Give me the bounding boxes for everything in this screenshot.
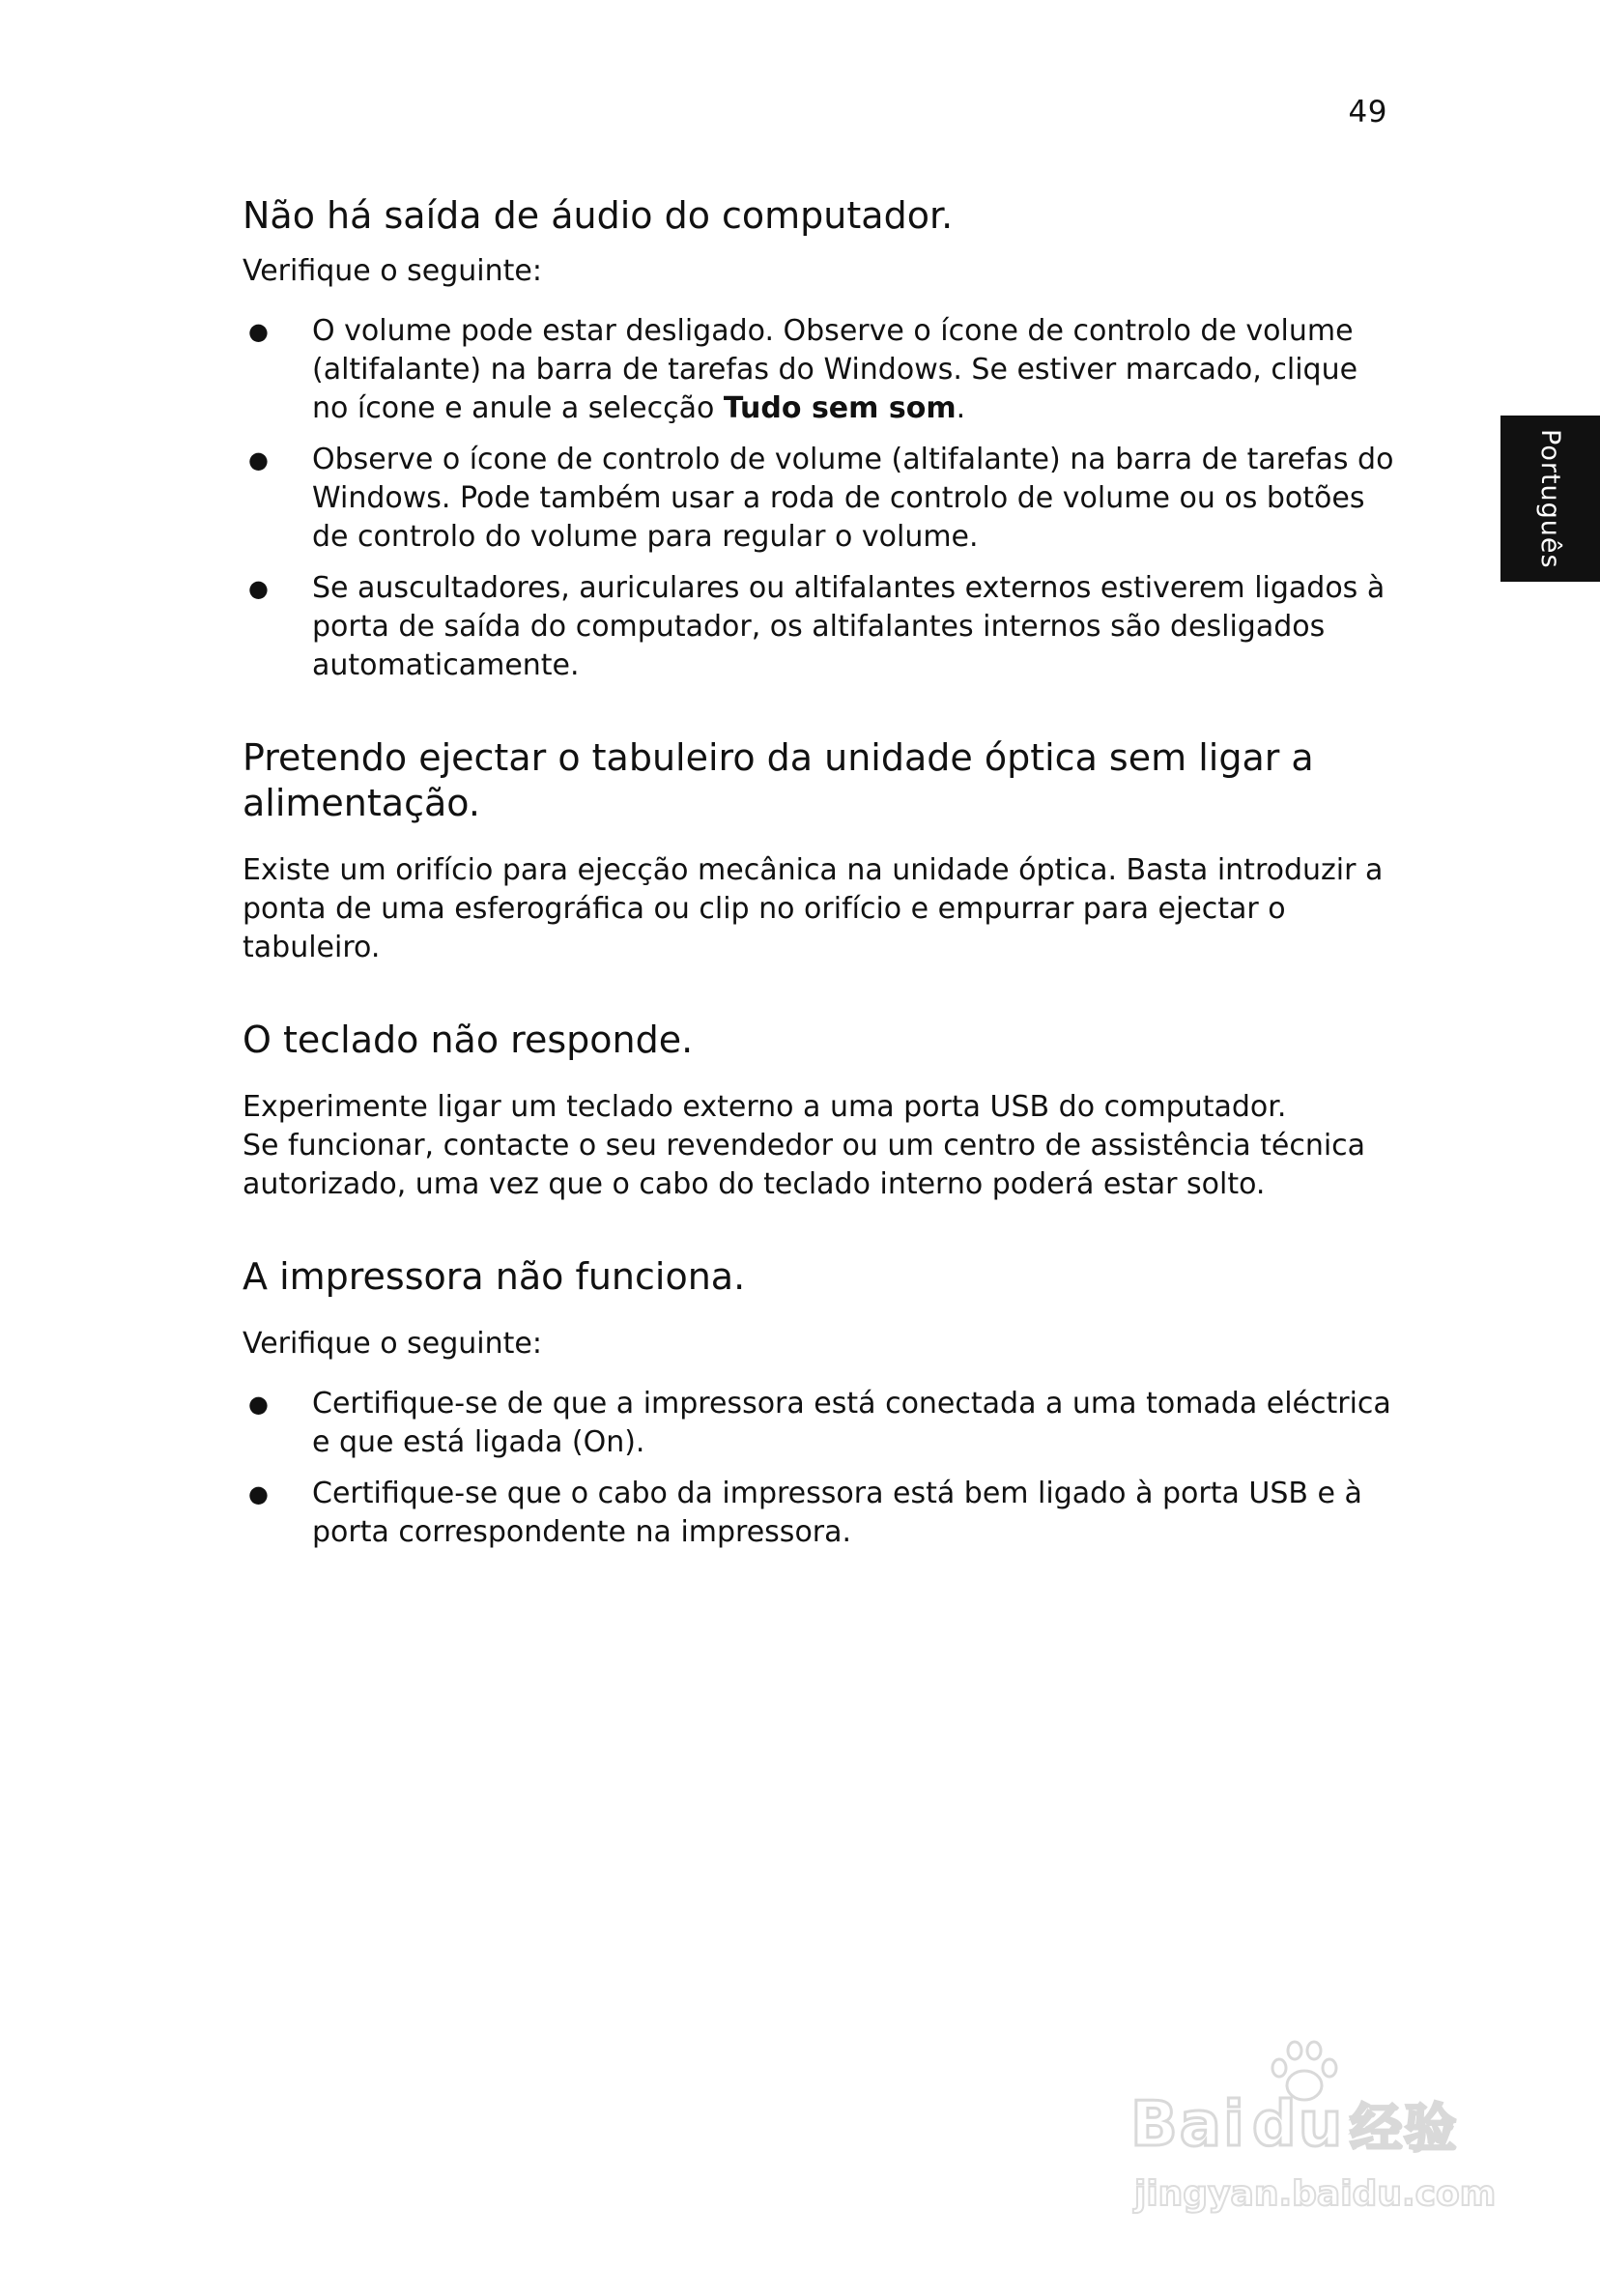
list-item xyxy=(243,569,1398,685)
watermark-logo xyxy=(1130,2087,1458,2162)
list-item-text: Certifique-se que o cabo da impressora está bem ligado à porta USB e à porta correspondente na impressora. xyxy=(312,1477,1362,1549)
language-tab xyxy=(1500,416,1600,582)
bullet-icon: ● xyxy=(248,1480,269,1507)
list-item-text-end: . xyxy=(956,391,966,425)
list-item-text: Certifique-se de que a impressora está conectada a uma tomada eléctrica e que está ligada (On). xyxy=(312,1387,1391,1459)
list-item xyxy=(243,312,1398,428)
bullet-icon: ● xyxy=(248,575,269,602)
watermark-chinese: 经验 xyxy=(1350,2098,1459,2159)
list-item xyxy=(243,1385,1398,1462)
section-eject-tray xyxy=(243,735,1398,967)
section-no-audio xyxy=(243,193,1398,685)
watermark-url: jingyan.baidu.com xyxy=(1134,2174,1497,2214)
bullet-icon: ● xyxy=(248,1391,269,1418)
list-item xyxy=(243,441,1398,557)
section-body-line: Experimente ligar um teclado externo a uma porta USB do computador. xyxy=(243,1090,1287,1124)
bullet-list xyxy=(243,1385,1398,1552)
section-heading: A impressora não funciona. xyxy=(243,1255,746,1298)
list-item-text: Observe o ícone de controlo de volume (altifalante) na barra de tarefas do Windows. Pode também usar a roda de controlo de volume ou os botões de controlo do volume para regular o volume. xyxy=(312,443,1394,554)
language-tab-label: Português xyxy=(1535,428,1565,569)
list-item-text: O volume pode estar desligado. Observe o ícone de controlo de volume (altifalante) na barra de tarefas do Windows. Se estiver marcado, clique no ícone e anule a selecção xyxy=(312,314,1358,425)
page-number: 49 xyxy=(1348,95,1387,129)
section-body-line: Se funcionar, contacte o seu revendedor ou um centro de assistência técnica autorizado, uma vez que o cabo do teclado interno poderá estar solto. xyxy=(243,1129,1366,1201)
section-heading: Não há saída de áudio do computador. xyxy=(243,194,954,237)
bullet-icon: ● xyxy=(248,318,269,345)
baidu-watermark xyxy=(1130,2039,1507,2232)
bullet-icon: ● xyxy=(248,446,269,474)
section-heading: Pretendo ejectar o tabuleiro da unidade óptica sem ligar a alimentação. xyxy=(243,736,1314,824)
section-intro: Verifique o seguinte: xyxy=(243,254,542,288)
list-item xyxy=(243,1475,1398,1552)
section-printer xyxy=(243,1254,1398,1552)
document-body xyxy=(243,193,1398,1602)
watermark-logo-text: Bai xyxy=(1130,2088,1246,2161)
section-body: Existe um orifício para ejecção mecânica na unidade óptica. Basta introduzir a ponta de uma esferográfica ou clip no orifício e empurrar para ejectar o tabuleiro. xyxy=(243,853,1384,964)
list-item-text: Se auscultadores, auriculares ou altifalantes externos estiverem ligados à porta de saída do computador, os altifalantes internos são desligados automaticamente. xyxy=(312,571,1386,682)
bold-term: Tudo sem som xyxy=(723,391,957,425)
section-intro: Verifique o seguinte: xyxy=(243,1327,542,1361)
section-heading: O teclado não responde. xyxy=(243,1019,694,1061)
section-keyboard xyxy=(243,1018,1398,1204)
section-body xyxy=(243,1088,1398,1204)
bullet-list xyxy=(243,312,1398,685)
watermark-logo-text-2: du xyxy=(1251,2088,1345,2161)
